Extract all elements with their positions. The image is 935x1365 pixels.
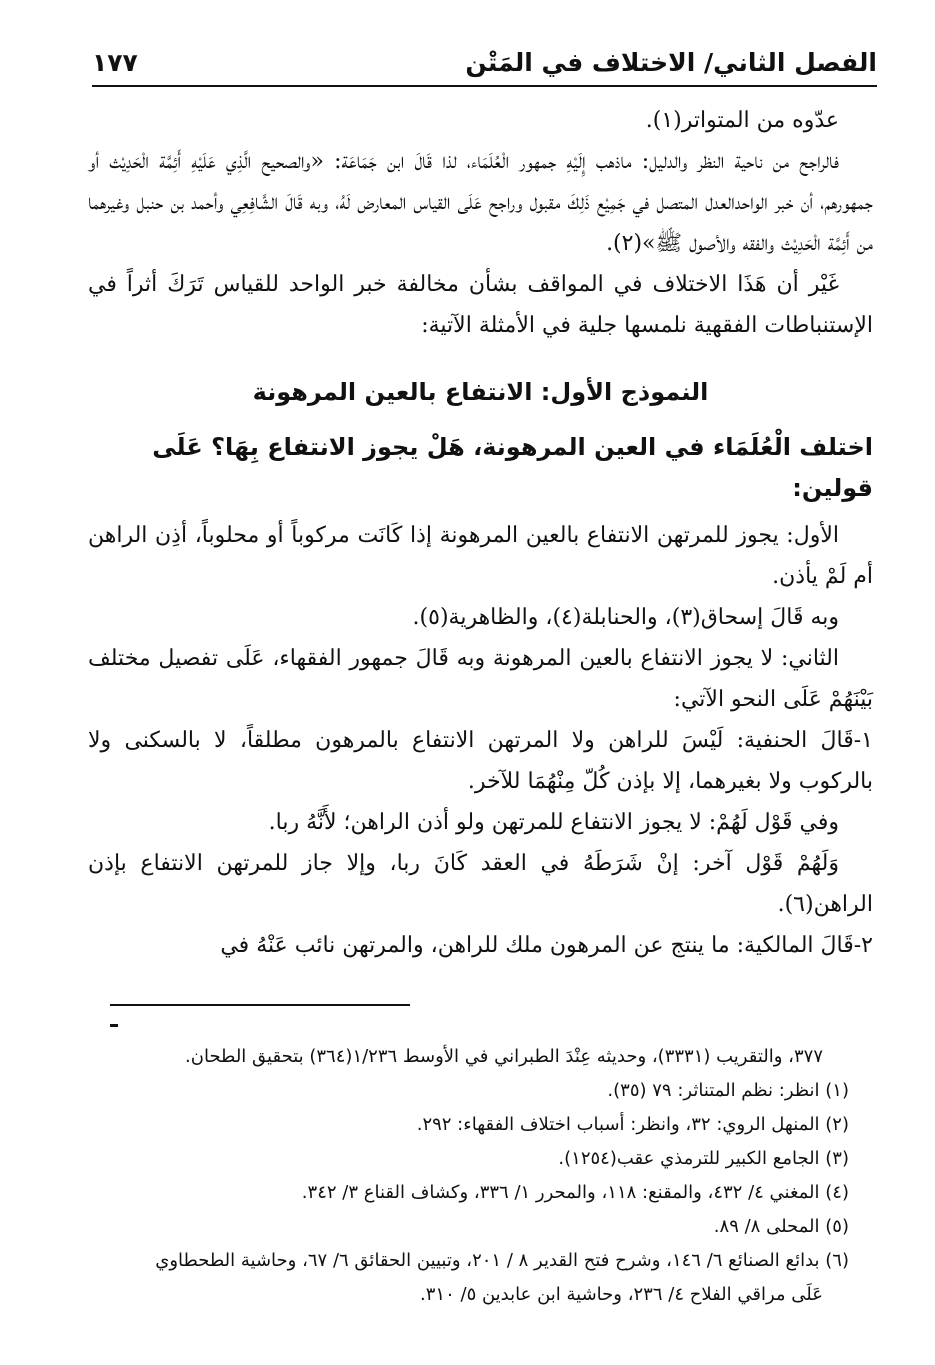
paragraph-7: ١-قَالَ الحنفية: لَيْسَ للراهن ولا المرتهن الانتفاع بالمرهون مطلقاً، لا بالسكنى ولا بالركوب ولا بغيرهما، إلا بإذن كُلّ مِنْهُمَا للآخر. <box>88 728 873 794</box>
footnote-6-continued: عَلَى مراقي الفلاح ٤/ ٢٣٦، وحاشية ابن عابدين ٥/ ٣١٠. <box>420 1284 823 1305</box>
chapter-title: الفصل الثاني/ الاختلاف في المَتْن <box>465 48 877 77</box>
paragraph-1: عدّوه من المتواتر(١). <box>645 108 839 133</box>
footnote-2: (٢) المنهل الروي: ٣٢، وانظر: أسباب اختلاف الفقهاء: ٢٩٢. <box>416 1114 849 1135</box>
paragraph-2: فالراجح من ناحية النظر والدليل: ماذهب إِلَيْهِ جمهور الْعُلَمَاء، لذا قَالَ ابن جَمَاعَة: «والصحيح الَّذِي عَلَيْهِ أَئِمَّة الْحَدِيْث أو جمهورهم، أن خبر الواحدالعدل المتصل في جَمِيْع ذَلِكَ مقبول وراجح عَلَى القياس المعارض لَهُ، وبه قَالَ الشَّافِعِي وأحمد بن حنبل وغيرهما من أَئِمَّة الْحَدِيْث والفقه والأصول ﷺ»(٢). <box>88 149 873 256</box>
footnote-1: (١) انظر: نظم المتناثر: ٧٩ (٣٥). <box>607 1080 849 1101</box>
main-text <box>88 100 873 966</box>
paragraph-4: الأول: يجوز للمرتهن الانتفاع بالعين المرهونة إذا كَانَت مركوباً أو محلوباً، أذِن الراهن أم لَمْ يأذن. <box>88 523 873 589</box>
section-heading: النموذج الأول: الانتفاع بالعين المرهونة <box>252 378 709 406</box>
page-number: ١٧٧ <box>92 48 138 77</box>
subsection-heading: اختلف الْعُلَمَاء في العين المرهونة، هَلْ يجوز الانتفاع بِهَا؟ عَلَى قولين: <box>152 433 873 502</box>
paragraph-3: غَيْر أن هَذَا الاختلاف في المواقف بشأن مخالفة خبر الواحد للقياس تَرَكَ أثراً في الإستنباطات الفقهية نلمسها جلية في الأمثلة الآتية: <box>88 272 873 338</box>
paragraph-8: وفي قَوْل لَهُمْ: لا يجوز الانتفاع للمرتهن ولو أذن الراهن؛ لأَنَّهُ ربا. <box>268 810 839 835</box>
footnote-3: (٣) الجامع الكبير للترمذي عقب(١٢٥٤). <box>558 1148 849 1169</box>
paragraph-10: ٢-قَالَ المالكية: ما ينتج عن المرهون ملك للراهن، والمرتهن نائب عَنْهُ في <box>220 933 873 958</box>
footnote-6: (٦) بدائع الصنائع ٦/ ١٤٦، وشرح فتح القدير ٨ / ٢٠١، وتبيين الحقائق ٦/ ٦٧، وحاشية الطحطاوي <box>155 1250 849 1271</box>
footnote-carryover: ٣٧٧، والتقريب (٣٣٣١)، وحديثه عِنْدَ الطبراني في الأوسط ١/٢٣٦(٣٦٤) بتحقيق الطحان. <box>185 1046 823 1067</box>
running-header <box>92 44 877 86</box>
footnote-separator <box>110 1004 410 1006</box>
footnote-4: (٤) المغني ٤/ ٤٣٢، والمقنع: ١١٨، والمحرر ١/ ٣٣٦، وكشاف القناع ٣/ ٣٤٢. <box>301 1182 849 1203</box>
footnote-5: (٥) المحلى ٨/ ٨٩. <box>713 1216 849 1237</box>
header-rule <box>92 85 877 87</box>
paragraph-6: الثاني: لا يجوز الانتفاع بالعين المرهونة وبه قَالَ جمهور الفقهاء، عَلَى تفصيل مختلف بَيْنَهُمْ عَلَى النحو الآتي: <box>88 646 873 712</box>
paragraph-5: وبه قَالَ إسحاق(٣)، والحنابلة(٤)، والظاهرية(٥). <box>412 605 839 630</box>
footnotes <box>88 1040 849 1312</box>
footnote-dash <box>110 1024 118 1027</box>
paragraph-9: وَلَهُمْ قَوْل آخر: إنْ شَرَطَهُ في العقد كَانَ ربا، وإلا جاز للمرتهن الانتفاع بإذن الراهن(٦). <box>88 851 873 917</box>
